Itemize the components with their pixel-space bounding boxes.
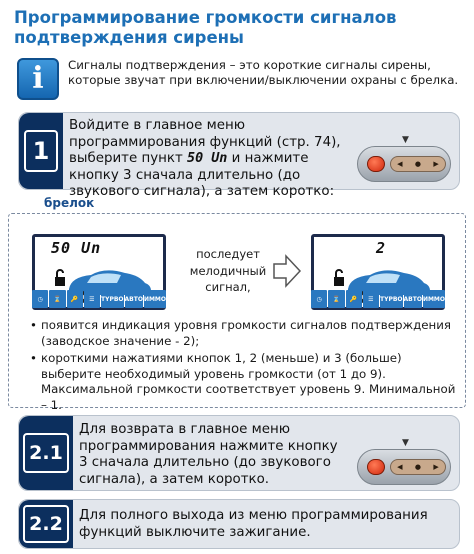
long-press-icon: ▼ [402,135,409,145]
fob-label: брелок [44,196,95,210]
step-1-number [19,113,63,189]
menu-icon: ☰ [84,290,100,308]
timer-icon: ⌛ [328,290,344,308]
auto-label: ABTO [125,290,143,308]
fob-right-arrow-icon: ▶ [433,463,439,471]
menu-icon: ☰ [363,290,379,308]
info-icon: i [17,58,59,100]
key-fob-image [357,146,451,182]
fob-right-arrow-icon: ▶ [433,160,439,168]
key-fob-image [357,449,451,485]
list-item: • появится индикация уровня громкости сигналов подтверждения (заводское значение - 2); [30,318,460,349]
turbo-label: TYPBO [101,290,124,308]
lcd-right-code: 2 [376,239,387,257]
fob-buttons [390,459,446,475]
step-1-text-part2: и нажмите кнопку 3 сначала длительно (до звукового сигнала), а затем коротко: [69,151,335,199]
step-2-2-box [18,499,460,549]
key-icon: 🔑 [67,290,83,308]
fob-red-button [367,459,385,475]
fob-left-arrow-icon: ◀ [397,160,403,168]
step-2-2-number [19,500,73,548]
step-1-number-label: 1 [24,130,58,172]
step-1-box [18,112,460,199]
step-2-1-text: Для возврата в главное меню программирования нажмите кнопку 3 сначала длительно (до звукового сигнала), а затем коротко. [79,422,338,487]
intro-text: Сигналы подтверждения – это короткие сигналы сирены, которые звучат при включении/выключении охраны с брелка. [68,58,459,87]
step-2-2-number-label: 2.2 [23,505,69,543]
arrow-right-icon [272,254,302,288]
step-2-1-box [18,415,460,491]
immo-label: ИММО [423,290,445,308]
step-2-1-number [19,416,73,490]
turbo-label: TYPBO [380,290,403,308]
long-press-icon: ▼ [402,438,409,448]
step-1-code: 50 Un [187,151,228,166]
instructions-list [30,318,460,416]
immo-label: ИММО [144,290,166,308]
step-2-2-text: Для полного выхода из меню программирования функций выключите зажигание. [79,508,428,540]
fob-left-arrow-icon: ◀ [397,463,403,471]
clock-icon: ◷ [32,290,48,308]
fob-buttons [390,156,446,172]
auto-label: ABTO [404,290,422,308]
step-1-text [69,118,349,201]
step-2-1-number-label: 2.1 [23,433,69,473]
follows-text: последует мелодичный сигнал, [189,247,267,294]
page-title: Программирование громкости сигналов подтверждения сирены [14,8,397,47]
fob-dot-icon: ● [414,160,422,168]
clock-icon: ◷ [311,290,327,308]
list-item: • короткими нажатиями кнопок 1, 2 (меньше) и 3 (больше) выберите необходимый уровень громкости (от 1 до 9). Максимальной громкости соответствует уровень 9. Минимальной – 1. [30,351,460,413]
lcd-left-code: 50 Un [51,239,102,257]
lcd-right-icon-strip [311,290,445,308]
fob-dot-icon: ● [414,463,422,471]
key-icon: 🔑 [346,290,362,308]
fob-red-button [367,156,385,172]
timer-icon: ⌛ [49,290,65,308]
step-1-text-part1: Войдите в главное меню программирования функций (стр. 74), выберите пункт [69,118,341,166]
lcd-left-icon-strip [32,290,166,308]
